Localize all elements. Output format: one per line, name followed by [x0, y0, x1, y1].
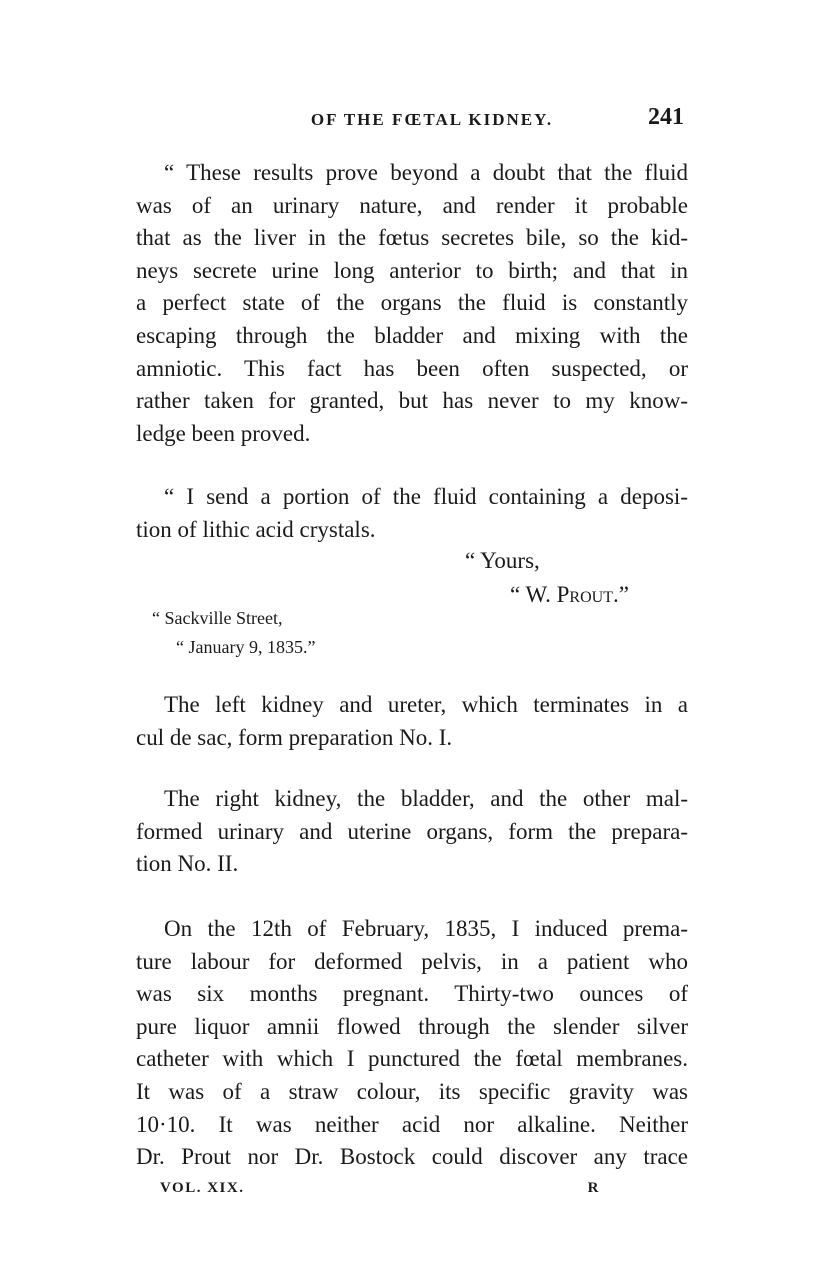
paragraph-left-kidney [136, 689, 688, 754]
text-line: was of an urinary nature, and render it probable [136, 192, 688, 218]
text-line: catheter with which I punctured the fœtal membranes. [136, 1046, 688, 1072]
text-line: formed urinary and uterine organs, form the prepara- [136, 818, 688, 844]
signature-mark: R [587, 1180, 600, 1196]
text-line: On the 12th of February, 1835, I induced prema- [164, 916, 688, 941]
text-line: The left kidney and ureter, which terminates in a [164, 692, 688, 717]
page-header [136, 104, 688, 138]
page-number: 241 [648, 104, 684, 130]
letter-address: “ Sackville Street, [152, 608, 283, 628]
text-line: was six months pregnant. Thirty-two ounces of [136, 981, 688, 1007]
text-line: a perfect state of the organs the fluid is constantly [136, 290, 688, 316]
text-line: “ These results prove beyond a doubt that the fluid [164, 160, 688, 185]
text-line: Dr. Prout nor Dr. Bostock could discover any trace [136, 1144, 688, 1170]
text-line: ledge been proved. [136, 420, 311, 446]
text-line: The right kidney, the bladder, and the other mal- [164, 786, 688, 811]
page-footer [160, 1180, 600, 1206]
text-line: pure liquor amnii flowed through the slender silver [136, 1013, 688, 1039]
text-line: tion No. II. [136, 851, 239, 877]
text-line: amniotic. This fact has been often suspected, or [136, 355, 688, 381]
volume-label: VOL. XIX. [160, 1180, 245, 1196]
text-line: neys secrete urine long anterior to birth; and that in [136, 257, 688, 283]
signature-suffix: .” [613, 582, 629, 607]
text-line: escaping through the bladder and mixing with the [136, 322, 688, 348]
text-line: cul de sac, form preparation No. I. [136, 724, 453, 750]
letter-signature [510, 579, 629, 611]
text-line: rather taken for granted, but has never to my know- [136, 388, 688, 414]
paragraph-right-kidney [136, 783, 688, 881]
running-title: OF THE FŒTAL KIDNEY. [310, 110, 554, 129]
text-line: “ I send a portion of the fluid containing a deposi- [164, 484, 688, 509]
letter-date: “ January 9, 1835.” [176, 637, 316, 657]
text-line: tion of lithic acid crystals. [136, 516, 376, 542]
text-line: ture labour for deformed pelvis, in a patient who [136, 948, 688, 974]
text-line: 10·10. It was neither acid nor alkaline. Neither [136, 1111, 688, 1137]
paragraph-prout-results [136, 157, 688, 450]
signature-name: Prout [556, 582, 613, 607]
text-line: It was of a straw colour, its specific gravity was [136, 1078, 688, 1104]
paragraph-premature-labour [136, 913, 688, 1174]
text-line: that as the liver in the fœtus secretes bile, so the kid- [136, 225, 688, 251]
letter-closing: “ Yours, [465, 548, 540, 573]
paragraph-send-portion [136, 481, 688, 546]
signature-prefix: “ W. [510, 582, 557, 607]
